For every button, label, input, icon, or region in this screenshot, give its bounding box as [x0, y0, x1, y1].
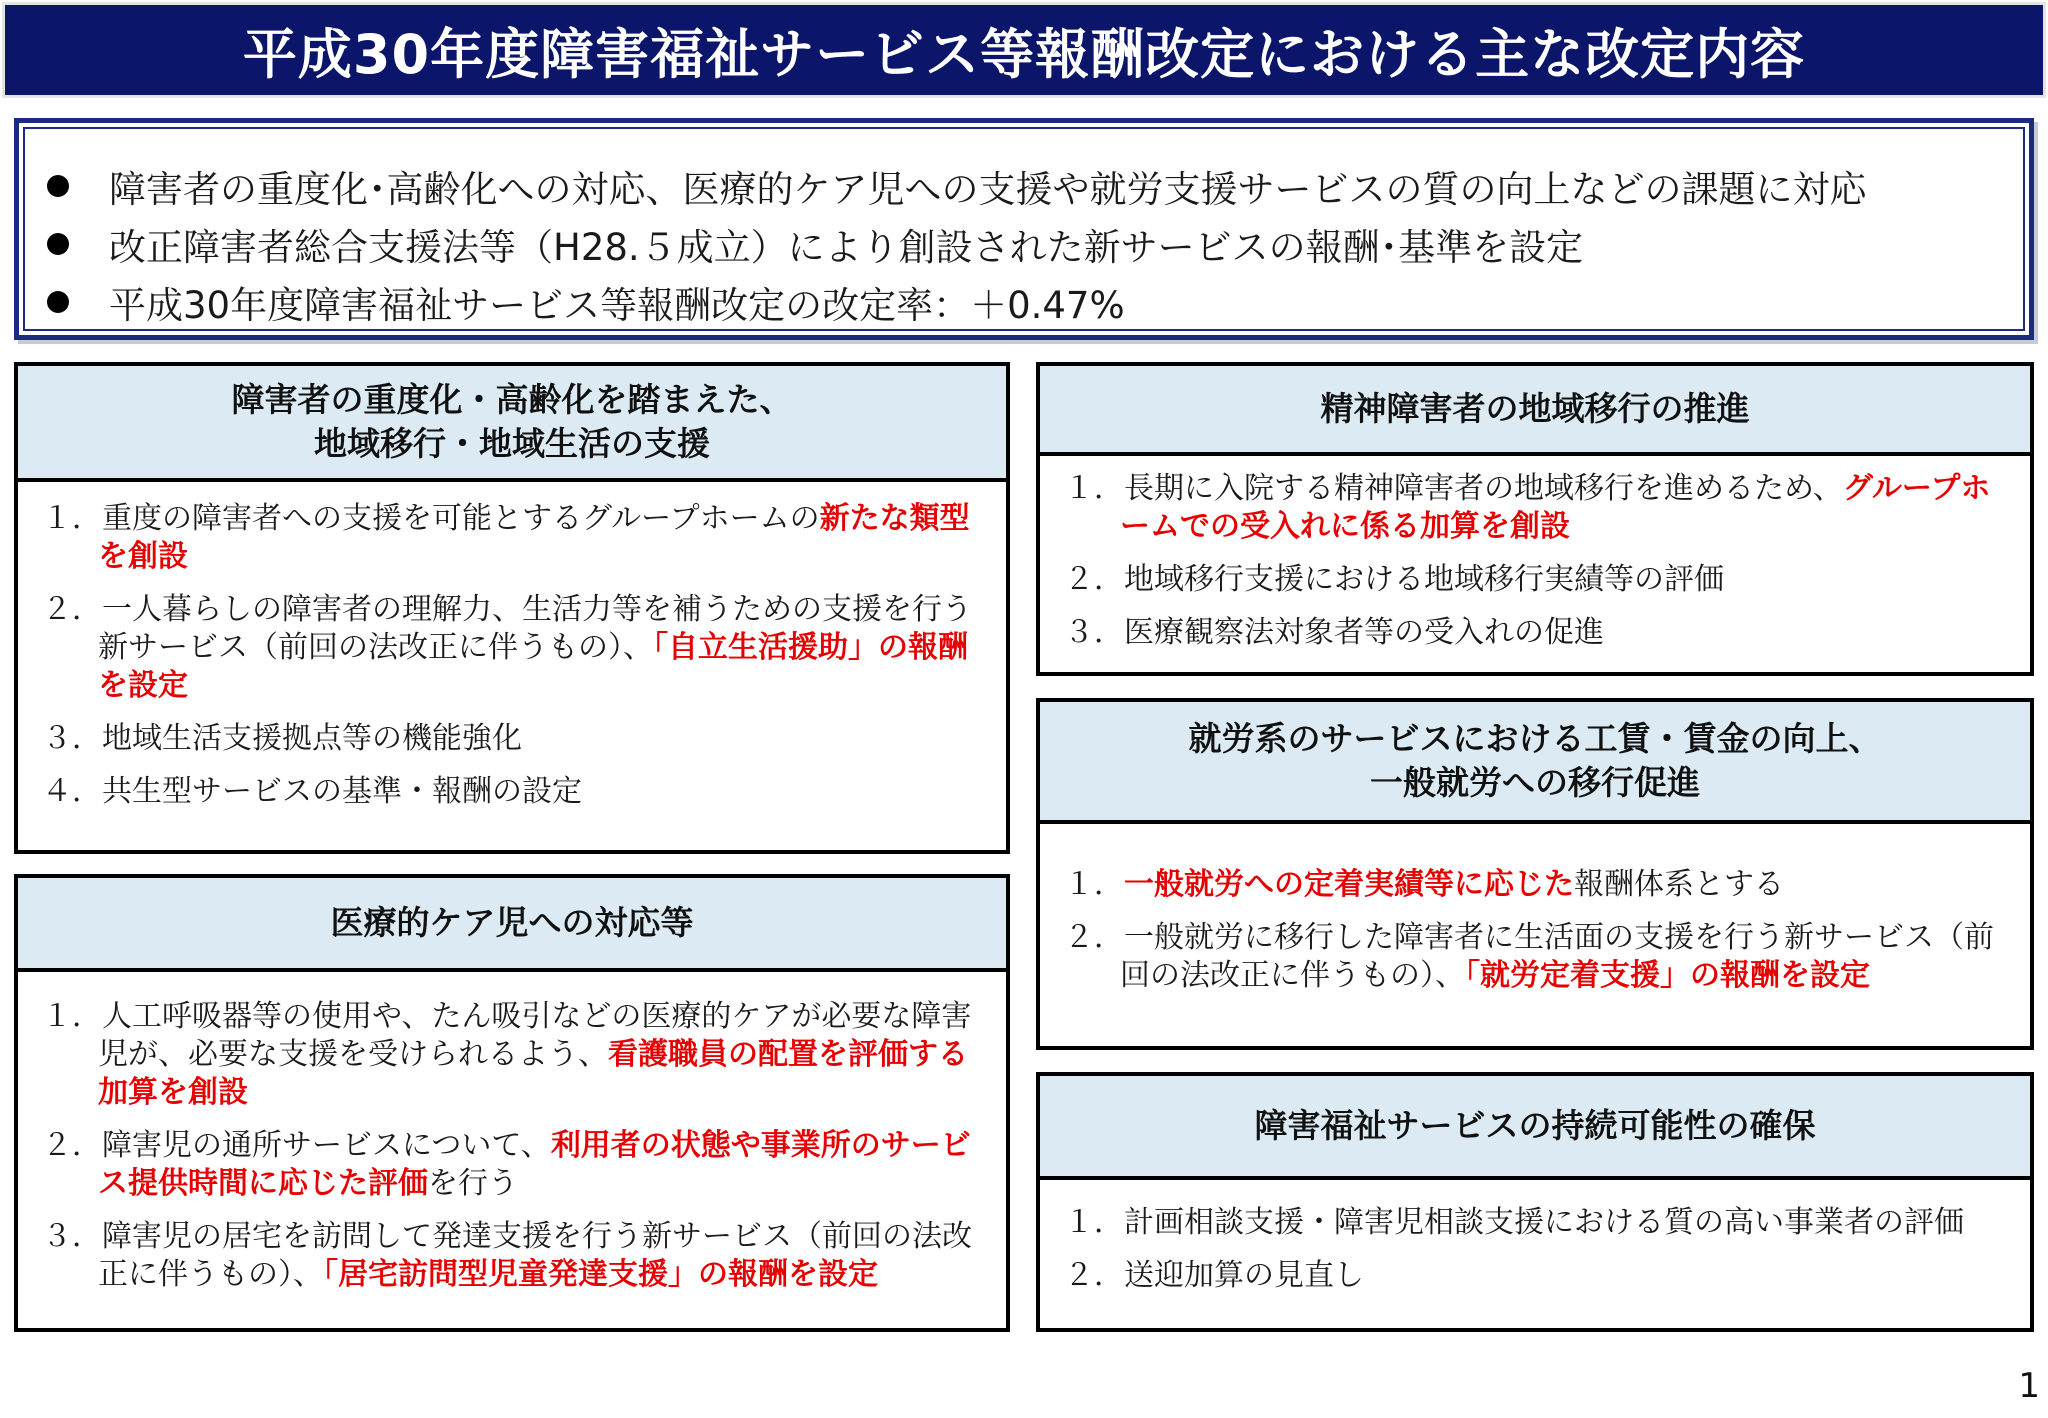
summary-text: 平成30年度障害福祉サービス等報酬改定の改定率：＋0.47%: [109, 284, 1125, 327]
panel-heading-line: 就労系のサービスにおける工賃・賃金の向上、: [1188, 719, 1882, 758]
panel-body: [1040, 456, 2030, 652]
panel-heading-line: 一般就労への移行促進: [1370, 763, 1700, 802]
list-item: ３．地域生活支援拠点等の機能強化: [42, 721, 522, 756]
panel-heading: [1040, 702, 2030, 824]
list-item: ４．共生型サービスの基準・報酬の設定: [42, 774, 582, 809]
summary-box: [14, 118, 2034, 340]
list-item: ２．一般就労に移行した障害者に生活面の支援を行う新サービス（前回の法改正に伴うもの）、「就労定着支援」の報酬を設定: [1064, 920, 1994, 993]
panel-heading-line: 障害者の重度化・高齢化を踏まえた、: [231, 380, 793, 419]
panel-heading: [1040, 1076, 2030, 1180]
list-item: １．一般就労への定着実績等に応じた報酬体系とする: [1064, 867, 1784, 902]
panel-body: [18, 972, 1006, 1294]
page-number: 1: [2018, 1366, 2040, 1406]
list-item: ２．障害児の通所サービスについて、利用者の状態や事業所のサービス提供時間に応じた評価を行う: [42, 1128, 971, 1201]
summary-text: 改正障害者総合支援法等（H28.５成立）により創設された新サービスの報酬･基準を設定: [109, 226, 1584, 269]
panel-heading: [18, 366, 1006, 482]
list-item: ２．送迎加算の見直し: [1064, 1258, 1364, 1293]
bullet-icon: [47, 175, 69, 197]
title-bar: [2, 2, 2046, 98]
page-title: 平成30年度障害福祉サービス等報酬改定における主な改定内容: [242, 22, 1806, 86]
list-item: １．長期に入院する精神障害者の地域移行を進めるため、グループホームでの受入れに係る加算を創設: [1064, 471, 1991, 544]
list-item: ３．障害児の居宅を訪問して発達支援を行う新サービス（前回の法改正に伴うもの）、「居宅訪問型児童発達支援」の報酬を設定: [42, 1219, 972, 1292]
list-item: ２．地域移行支援における地域移行実績等の評価: [1064, 562, 1724, 597]
panel-heading: [1040, 366, 2030, 456]
list-item: ２．一人暮らしの障害者の理解力、生活力等を補うための支援を行う新サービス（前回の法改正に伴うもの）、「自立生活援助」の報酬を設定: [42, 592, 972, 703]
summary-text: 障害者の重度化･高齢化への対応、医療的ケア児への支援や就労支援サービスの質の向上などの課題に対応: [109, 168, 1867, 211]
panel-employment-support: [1036, 698, 2034, 1050]
summary-line: [47, 273, 2023, 331]
list-item: １．人工呼吸器等の使用や、たん吸引などの医療的ケアが必要な障害児が、必要な支援を受けられるよう、看護職員の配置を評価する加算を創設: [42, 999, 972, 1110]
panel-body: [1040, 1180, 2030, 1295]
list-item: １．計画相談支援・障害児相談支援における質の高い事業者の評価: [1064, 1205, 1964, 1240]
panel-heading-line: 精神障害者の地域移行の推進: [1320, 389, 1750, 428]
panel-medical-care-children: [14, 874, 1010, 1332]
list-item: １．重度の障害者への支援を可能とするグループホームの新たな類型を創設: [42, 501, 970, 574]
panel-body: [18, 482, 1006, 811]
panel-heading-line: 障害福祉サービスの持続可能性の確保: [1254, 1106, 1816, 1145]
bullet-icon: [47, 291, 69, 313]
summary-line: [47, 215, 2023, 273]
bullet-icon: [47, 233, 69, 255]
panel-heading-line: 医療的ケア児への対応等: [330, 903, 694, 942]
list-item: ３．医療観察法対象者等の受入れの促進: [1064, 615, 1604, 650]
panel-body: [1040, 824, 2030, 995]
summary-inner: [23, 127, 2025, 331]
panel-mental-health-transition: [1036, 362, 2034, 676]
panel-sustainability: [1036, 1072, 2034, 1332]
panel-heading-line: 地域移行・地域生活の支援: [314, 424, 710, 463]
summary-line: [47, 157, 2023, 215]
panel-heading: [18, 878, 1006, 972]
panel-community-life: [14, 362, 1010, 854]
